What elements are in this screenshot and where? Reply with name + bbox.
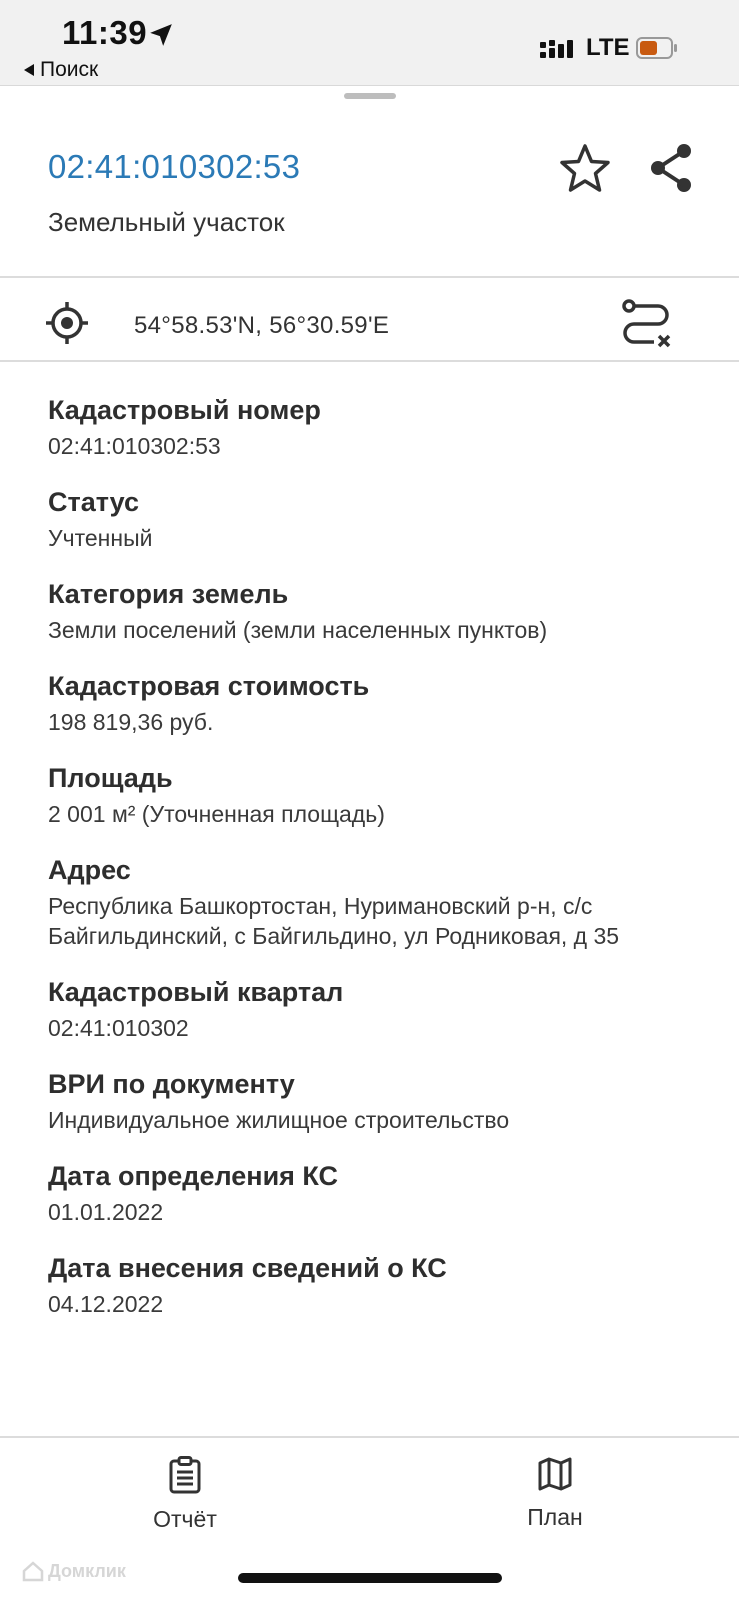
property-value: 04.12.2022 — [48, 1291, 164, 1317]
property-label: Кадастровый номер — [48, 395, 321, 425]
battery-icon — [636, 36, 678, 60]
property-value: Индивидуальное жилищное строительство — [48, 1107, 510, 1133]
property-item — [48, 853, 698, 951]
property-label: Статус — [48, 487, 139, 517]
property-value: 2 001 м² (Уточненная площадь) — [48, 801, 385, 827]
status-bar — [0, 0, 739, 86]
report-button[interactable] — [140, 1456, 230, 1533]
property-item — [48, 1067, 698, 1135]
property-label: Кадастровая стоимость — [48, 671, 370, 701]
property-item — [48, 577, 698, 645]
share-icon[interactable] — [648, 142, 696, 194]
property-label: ВРИ по документу — [48, 1069, 295, 1099]
property-label: Кадастровый квартал — [48, 977, 344, 1007]
property-item — [48, 669, 698, 737]
parcel-type: Земельный участок — [48, 207, 285, 237]
property-label: Адрес — [48, 855, 131, 885]
property-item — [48, 1251, 698, 1319]
divider — [0, 276, 739, 278]
property-item — [48, 485, 698, 553]
sheet-drag-handle[interactable] — [344, 93, 396, 99]
watermark-text: Домклик — [48, 1560, 126, 1581]
home-indicator[interactable] — [238, 1573, 502, 1583]
report-label: Отчёт — [153, 1506, 217, 1532]
house-logo-icon — [22, 1560, 44, 1582]
plan-label: План — [527, 1504, 583, 1530]
back-to-search-button[interactable] — [24, 58, 98, 82]
clipboard-icon — [168, 1456, 202, 1494]
coordinates-text[interactable]: 54°58.53'N, 56°30.59'E — [134, 312, 390, 339]
property-value: Республика Башкортостан, Нуримановский р-н, с/с Байгильдинский, с Байгильдино, ул Родниковая, д 35 — [48, 893, 620, 949]
property-item — [48, 1159, 698, 1227]
gps-target-icon[interactable] — [46, 302, 88, 344]
property-value: 02:41:010302 — [48, 1015, 189, 1041]
watermark — [22, 1560, 126, 1582]
back-label: Поиск — [40, 58, 99, 81]
property-value: 02:41:010302:53 — [48, 433, 221, 459]
property-value: Учтенный — [48, 525, 153, 551]
property-item — [48, 393, 698, 461]
map-icon — [537, 1456, 573, 1492]
back-triangle-icon — [24, 64, 34, 76]
status-time: 11:39 — [62, 14, 148, 51]
property-label: Дата определения КС — [48, 1161, 339, 1191]
star-icon[interactable] — [558, 142, 612, 196]
parcel-title: 02:41:010302:53 — [48, 148, 301, 185]
property-list — [48, 393, 698, 1343]
property-value: 198 819,36 руб. — [48, 709, 214, 735]
route-clear-icon[interactable] — [620, 298, 674, 352]
signal-icon — [540, 38, 580, 60]
divider — [0, 360, 739, 362]
property-item — [48, 761, 698, 829]
plan-button[interactable] — [510, 1456, 600, 1531]
location-arrow-icon — [148, 22, 174, 48]
property-value: Земли поселений (земли населенных пунктов) — [48, 617, 548, 643]
network-type: LTE — [586, 34, 630, 61]
property-value: 01.01.2022 — [48, 1199, 164, 1225]
property-item — [48, 975, 698, 1043]
property-label: Площадь — [48, 763, 173, 793]
property-label: Дата внесения сведений о КС — [48, 1253, 447, 1283]
property-label: Категория земель — [48, 579, 289, 609]
